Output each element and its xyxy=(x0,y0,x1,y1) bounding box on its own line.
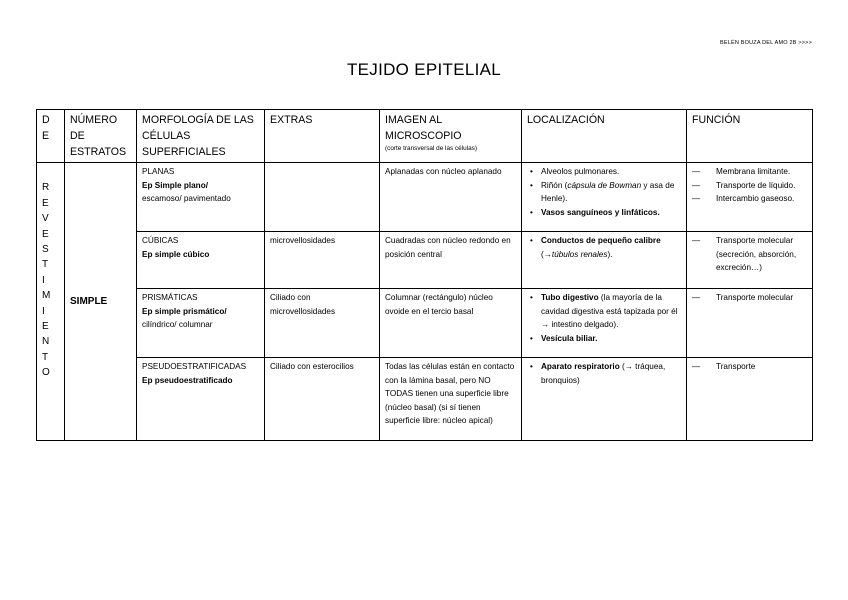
vertical-letter: E xyxy=(42,321,49,333)
morph-bold: Ep pseudoestratificado xyxy=(142,375,233,385)
vertical-letter: I xyxy=(42,305,45,317)
author-label: BELÉN BOUZA DEL AMO 2B >>>> xyxy=(719,40,812,46)
loc-list xyxy=(527,165,681,219)
func-list xyxy=(692,291,807,305)
header-de: D E xyxy=(37,110,65,163)
vertical-letter: V xyxy=(42,213,49,225)
loc-cell xyxy=(522,358,687,441)
loc-cell xyxy=(522,232,687,289)
morph-bold: Ep Simple plano/ xyxy=(142,180,208,190)
header-imagen xyxy=(380,110,522,163)
page-title: TEJIDO EPITELIAL xyxy=(346,60,502,79)
list-item: — Transporte molecular (secreción, absorción, excreción…) xyxy=(716,234,807,275)
morph-rest: cilíndrico/ columnar xyxy=(142,320,213,330)
list-item: • Alveolos pulmonares. xyxy=(541,165,681,179)
extras-cell: Ciliado con microvellosidades xyxy=(265,289,380,358)
vertical-spacer xyxy=(42,165,59,180)
list-item: — Transporte xyxy=(716,360,807,374)
vertical-letter: S xyxy=(42,244,49,256)
header-localizacion: LOCALIZACIÓN xyxy=(522,110,687,163)
header-imagen-label: IMAGEN AL MICROSCOPIO xyxy=(385,114,462,142)
morph-rest: escamoso/ pavimentado xyxy=(142,194,231,204)
list-item: — Transporte molecular xyxy=(716,291,807,305)
header-funcion: FUNCIÓN xyxy=(687,110,813,163)
table-row xyxy=(37,358,813,441)
func-list xyxy=(692,234,807,275)
list-item: • Conductos de pequeño calibre (→túbulos renales). xyxy=(541,234,681,261)
list-item: • Vesícula biliar. xyxy=(541,332,681,346)
imagen-cell: Aplanadas con núcleo aplanado xyxy=(380,163,522,232)
loc-cell xyxy=(522,289,687,358)
extras-cell: Ciliado con esterocilios xyxy=(265,358,380,441)
table-row xyxy=(37,289,813,358)
vertical-letter: N xyxy=(42,336,50,348)
revestimiento-cell xyxy=(37,163,65,441)
morph-title: PLANAS xyxy=(142,167,175,176)
imagen-cell: Columnar (rectángulo) núcleo ovoide en el tercio basal xyxy=(380,289,522,358)
header-extras: EXTRAS xyxy=(265,110,380,163)
epithelial-table xyxy=(36,109,813,441)
table-row xyxy=(37,163,813,232)
morph-cell xyxy=(137,232,265,289)
vertical-letter: O xyxy=(42,367,50,379)
loc-cell xyxy=(522,163,687,232)
morph-title: PSEUDOESTRATIFICADAS xyxy=(142,362,247,371)
list-item: — Membrana limitante. xyxy=(716,165,807,179)
func-cell xyxy=(687,163,813,232)
morph-cell xyxy=(137,163,265,232)
vertical-letter: E xyxy=(42,197,49,209)
loc-list xyxy=(527,360,681,387)
func-cell xyxy=(687,358,813,441)
extras-cell: microvellosidades xyxy=(265,232,380,289)
extras-cell xyxy=(265,163,380,232)
header-row xyxy=(37,110,813,163)
func-list xyxy=(692,165,807,206)
list-item: — Intercambio gaseoso. xyxy=(716,192,807,206)
header-imagen-sub: (corte transversal de las células) xyxy=(385,145,477,152)
morph-cell xyxy=(137,358,265,441)
morph-cell xyxy=(137,289,265,358)
vertical-letter: M xyxy=(42,290,51,302)
morph-bold: Ep simple cúbico xyxy=(142,249,210,259)
revestimiento-vertical-text xyxy=(42,165,59,381)
vertical-letter: T xyxy=(42,351,49,363)
table-row xyxy=(37,232,813,289)
vertical-letter: I xyxy=(42,274,45,286)
header-numero-estratos: NÚMERO DE ESTRATOS xyxy=(65,110,137,163)
loc-list xyxy=(527,234,681,261)
morph-bold: Ep simple prismático/ xyxy=(142,306,227,316)
imagen-cell: Cuadradas con núcleo redondo en posición central xyxy=(380,232,522,289)
list-item: — Transporte de líquido. xyxy=(716,179,807,193)
list-item: • Riñón (cápsula de Bowman y asa de Henle). xyxy=(541,179,681,206)
list-item: • Tubo digestivo (la mayoría de la cavidad digestiva está tapizada por él → intestino delgado). xyxy=(541,291,681,332)
loc-list xyxy=(527,291,681,345)
list-item: • Vasos sanguíneos y linfáticos. xyxy=(541,206,681,220)
vertical-letter: E xyxy=(42,228,49,240)
func-cell xyxy=(687,289,813,358)
vertical-letter: T xyxy=(42,259,49,271)
list-item: • Aparato respiratorio (→ tráquea, bronquios) xyxy=(541,360,681,387)
func-cell xyxy=(687,232,813,289)
func-list xyxy=(692,360,807,374)
vertical-letter: R xyxy=(42,182,50,194)
morph-title: CÚBICAS xyxy=(142,236,179,245)
header-morfologia: MORFOLOGÍA DE LAS CÉLULAS SUPERFICIALES xyxy=(137,110,265,163)
strata-cell: SIMPLE xyxy=(65,163,137,441)
morph-title: PRISMÁTICAS xyxy=(142,293,198,302)
imagen-cell: Todas las células están en contacto con la lámina basal, pero NO TODAS tienen una superficie libre (núcleo basal) (si sí tienen superficie libre: núcleo apical) xyxy=(380,358,522,441)
